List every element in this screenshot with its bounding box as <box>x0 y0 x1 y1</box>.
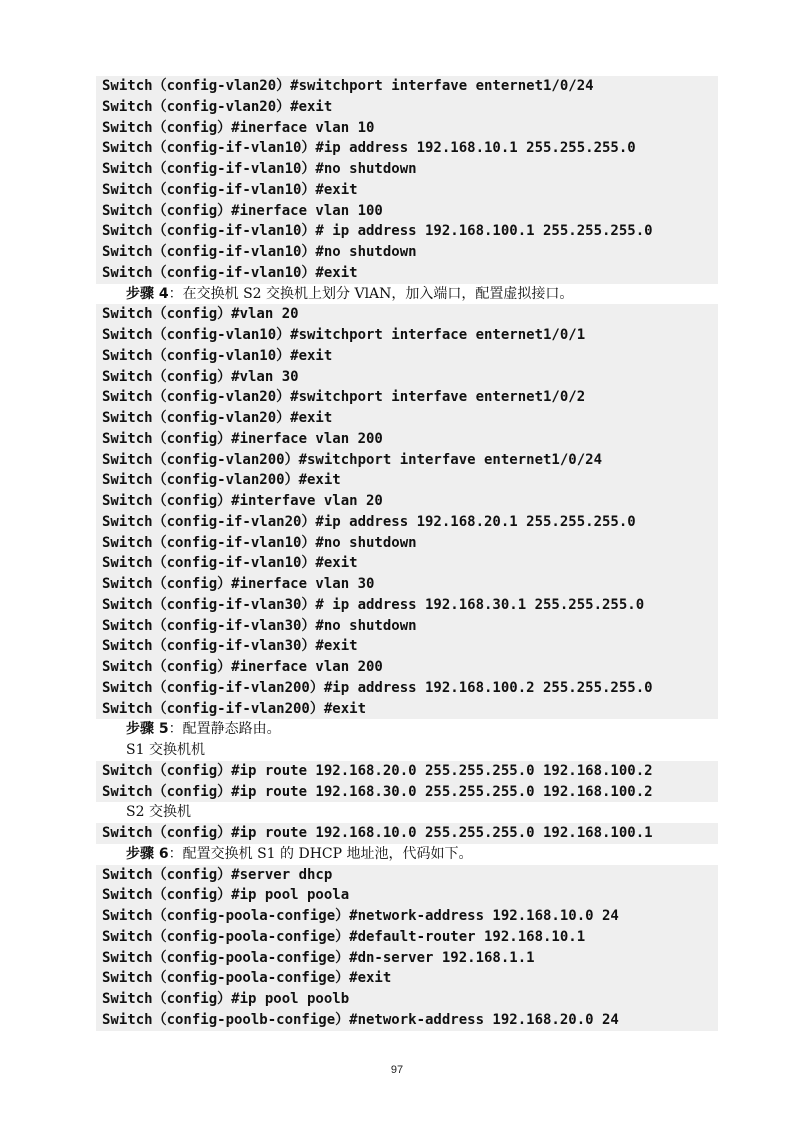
code-line: Switch（config-if-vlan20）#ip address 192.168.20.1 255.255.255.0 <box>96 512 718 533</box>
code-line: Switch（config-if-vlan10）#exit <box>96 180 718 201</box>
code-line: Switch（config）#inerface vlan 200 <box>96 657 718 678</box>
code-line: Switch（config-vlan20）#switchport interfave enternet1/0/24 <box>96 76 718 97</box>
code-line: Switch（config）#ip pool poola <box>96 885 718 906</box>
code-line: Switch（config-vlan20）#switchport interfave enternet1/0/2 <box>96 387 718 408</box>
s1-switch-label: S1 交换机机 <box>126 742 205 758</box>
code-line: Switch（config-if-vlan10）#ip address 192.168.10.1 255.255.255.0 <box>96 138 718 159</box>
code-line: Switch（config-poola-confige）#exit <box>96 968 718 989</box>
step-6-label: 步骤 6 <box>126 845 169 862</box>
code-line: Switch（config）#server dhcp <box>96 865 718 886</box>
code-line: Switch（config）#interfave vlan 20 <box>96 491 718 512</box>
code-line: Switch（config-if-vlan10）# ip address 192.168.100.1 255.255.255.0 <box>96 221 718 242</box>
code-line: Switch（config）#inerface vlan 10 <box>96 118 718 139</box>
code-block-routes-s2 <box>96 823 718 844</box>
code-line: Switch（config）#inerface vlan 100 <box>96 201 718 222</box>
step-4-label: 步骤 4 <box>126 285 169 302</box>
code-line: Switch（config-poola-confige）#network-address 192.168.10.0 24 <box>96 906 718 927</box>
code-line: Switch（config-poola-confige）#dn-server 192.168.1.1 <box>96 948 718 969</box>
code-line: Switch（config-if-vlan200）#ip address 192.168.100.2 255.255.255.0 <box>96 678 718 699</box>
step-4-text: ：在交换机 S2 交换机上划分 VlAN，加入端口，配置虚拟接口。 <box>168 285 574 302</box>
code-line: Switch（config-if-vlan10）#no shutdown <box>96 242 718 263</box>
code-block-vlan-s1 <box>96 76 718 284</box>
step-6-text: ：配置交换机 S1 的 DHCP 地址池，代码如下。 <box>168 845 473 862</box>
step-5-label: 步骤 5 <box>126 721 169 738</box>
step-5-heading <box>96 719 718 740</box>
code-line: Switch（config）#vlan 30 <box>96 367 718 388</box>
code-line: Switch（config）#ip pool poolb <box>96 989 718 1010</box>
code-line: Switch（config-if-vlan10）#exit <box>96 263 718 284</box>
code-line: Switch（config）#inerface vlan 30 <box>96 574 718 595</box>
code-line: Switch（config-if-vlan10）#no shutdown <box>96 159 718 180</box>
code-line: Switch（config-vlan20）#exit <box>96 408 718 429</box>
code-line: Switch（config）#ip route 192.168.10.0 255.255.255.0 192.168.100.1 <box>96 823 718 844</box>
code-line: Switch（config）#vlan 20 <box>96 304 718 325</box>
code-line: Switch（config-poolb-confige）#network-address 192.168.20.0 24 <box>96 1010 718 1031</box>
page-number: 97 <box>390 1064 404 1076</box>
code-line: Switch（config-if-vlan200）#exit <box>96 699 718 720</box>
code-line: Switch（config-vlan200）#exit <box>96 470 718 491</box>
page-content <box>96 76 718 1031</box>
code-line: Switch（config-vlan20）#exit <box>96 97 718 118</box>
code-line: Switch（config-if-vlan30）#no shutdown <box>96 616 718 637</box>
step-5-text: ：配置静态路由。 <box>168 721 281 738</box>
code-line: Switch（config-vlan200）#switchport interfave enternet1/0/24 <box>96 450 718 471</box>
code-line: Switch（config-vlan10）#exit <box>96 346 718 367</box>
code-line: Switch（config）#ip route 192.168.20.0 255.255.255.0 192.168.100.2 <box>96 761 718 782</box>
code-line: Switch（config-if-vlan30）#exit <box>96 636 718 657</box>
code-block-dhcp <box>96 865 718 1031</box>
step-6-heading <box>96 844 718 865</box>
code-line: Switch（config-if-vlan30）# ip address 192.168.30.1 255.255.255.0 <box>96 595 718 616</box>
code-line: Switch（config）#inerface vlan 200 <box>96 429 718 450</box>
code-line: Switch（config-if-vlan10）#exit <box>96 553 718 574</box>
code-line: Switch（config）#ip route 192.168.30.0 255.255.255.0 192.168.100.2 <box>96 782 718 803</box>
s2-switch-label: S2 交换机 <box>126 804 191 821</box>
code-block-vlan-s2 <box>96 304 718 719</box>
code-line: Switch（config-if-vlan10）#no shutdown <box>96 533 718 554</box>
code-line: Switch（config-poola-confige）#default-router 192.168.10.1 <box>96 927 718 948</box>
code-line: Switch（config-vlan10）#switchport interface enternet1/0/1 <box>96 325 718 346</box>
code-block-routes-s1 <box>96 761 718 803</box>
step-4-heading <box>96 284 718 305</box>
